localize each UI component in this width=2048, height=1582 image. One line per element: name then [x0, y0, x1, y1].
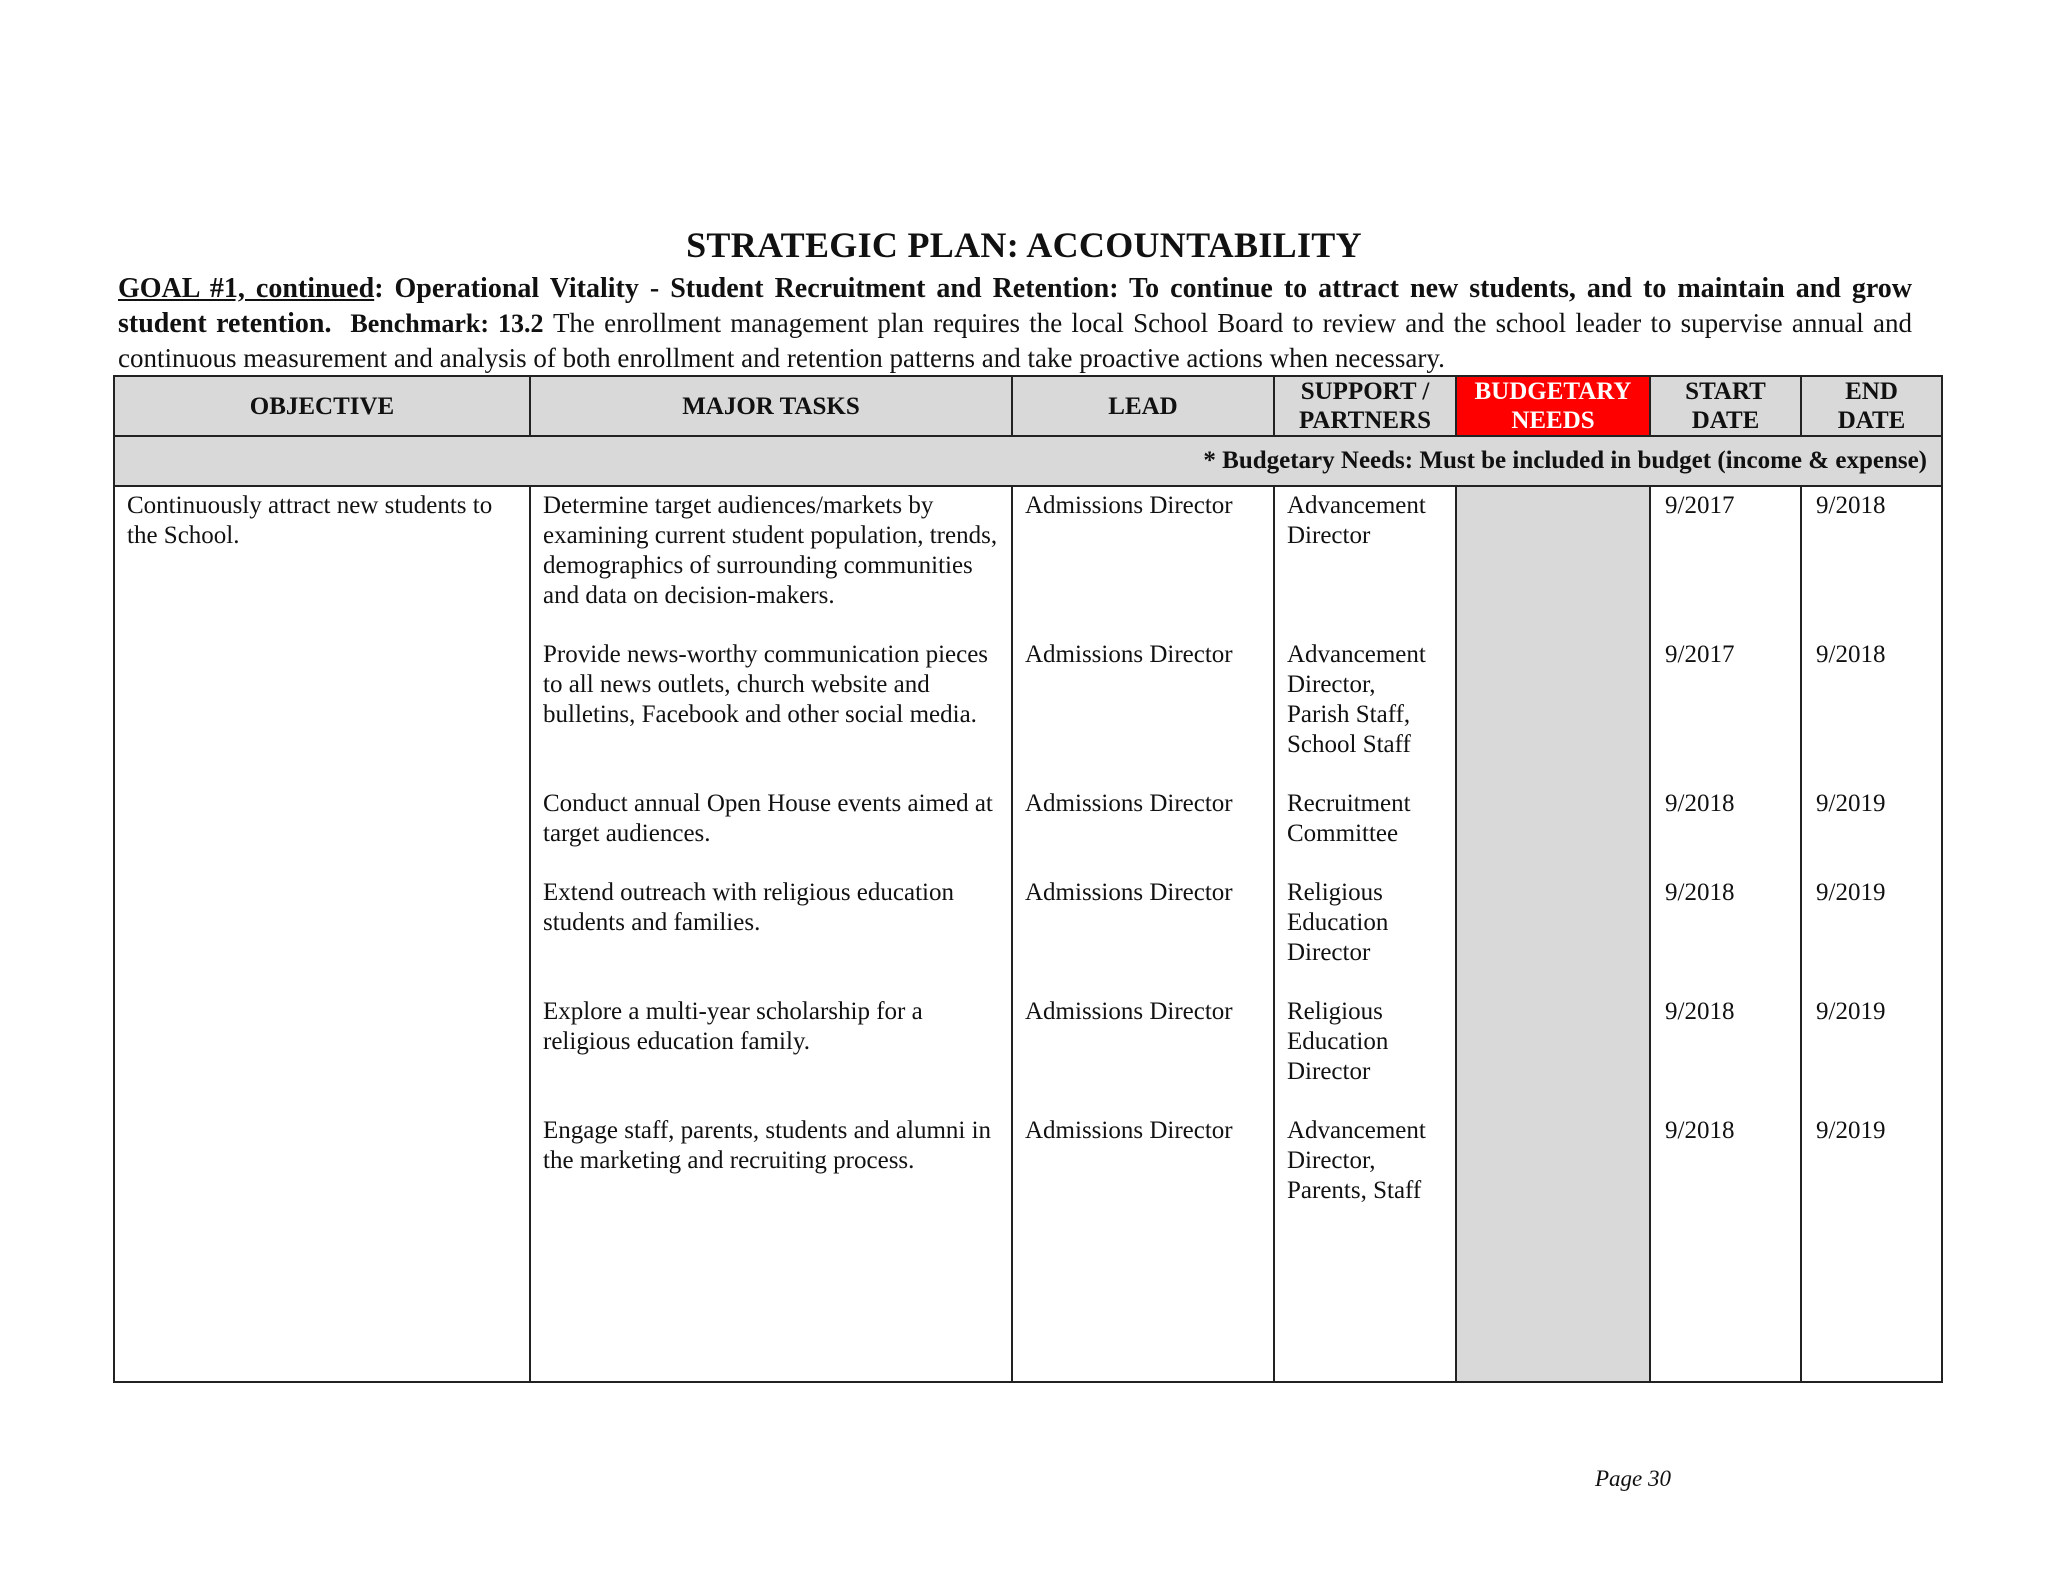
header-support-line2: PARTNERS [1298, 407, 1431, 434]
end-date: 9/2019 [1816, 879, 1886, 906]
start-date: 9/2017 [1665, 492, 1735, 519]
header-support-partners [1274, 376, 1456, 436]
header-support-line1: SUPPORT / [1300, 378, 1430, 405]
support-text: Religious Education Director [1287, 998, 1389, 1085]
end-date: 9/2018 [1816, 641, 1886, 668]
table-row [114, 486, 1942, 1382]
header-start-date [1650, 376, 1801, 436]
header-end-line1: END [1845, 378, 1898, 405]
page-title: STRATEGIC PLAN: ACCOUNTABILITY [686, 225, 1362, 265]
goal-label: GOAL #1, continued [118, 273, 375, 304]
lead-text: Admissions Director [1025, 641, 1233, 668]
end-date: 9/2019 [1816, 790, 1886, 817]
strategic-plan-table [113, 375, 1943, 1383]
budget-note-row [114, 436, 1942, 486]
task-text: Determine target audiences/markets by examining current student population, trends, demographics of surrounding communities and data on decision-makers. [543, 492, 998, 609]
task-text: Conduct annual Open House events aimed at target audiences. [543, 790, 993, 847]
support-text: Recruitment Committee [1287, 790, 1411, 847]
header-budgetary-needs [1456, 376, 1650, 436]
page-number: Page 30 [1595, 1466, 1672, 1491]
task-text: Extend outreach with religious education students and families. [543, 879, 954, 936]
support-text: Advancement Director [1287, 492, 1426, 549]
header-start-line2: DATE [1691, 407, 1760, 434]
task-text: Provide news-worthy communication pieces to all news outlets, church website and bulletins, Facebook and other social media. [543, 641, 989, 728]
start-date-column [1650, 486, 1801, 1382]
end-date: 9/2018 [1816, 492, 1886, 519]
tasks-column [530, 486, 1012, 1382]
lead-text: Admissions Director [1025, 998, 1233, 1025]
objective-text: Continuously attract new students to the School. [127, 492, 493, 549]
objective-cell [114, 486, 530, 1382]
goal-statement [118, 272, 1912, 376]
budget-note: * Budgetary Needs: Must be included in budget (income & expense) [114, 436, 1942, 486]
lead-text: Admissions Director [1025, 879, 1233, 906]
support-text: Advancement Director, Parish Staff, School Staff [1287, 641, 1426, 758]
support-text: Advancement Director, Parents, Staff [1287, 1117, 1426, 1204]
end-date-column [1801, 486, 1942, 1382]
start-date: 9/2018 [1665, 790, 1735, 817]
benchmark-text: The enrollment management plan requires the local School Board to review and the school leader to supervise annual and continuous measurement and analysis of both enrollment and retention patterns and take proactive actions when necessary. [118, 308, 1912, 373]
header-start-line1: START [1685, 378, 1766, 405]
header-end-line2: DATE [1837, 407, 1906, 434]
support-column [1274, 486, 1456, 1382]
start-date: 9/2018 [1665, 1117, 1735, 1144]
start-date: 9/2017 [1665, 641, 1735, 668]
task-text: Explore a multi-year scholarship for a religious education family. [543, 998, 923, 1055]
lead-text: Admissions Director [1025, 492, 1233, 519]
benchmark-label: Benchmark: 13.2 [350, 309, 544, 338]
header-lead: LEAD [1012, 376, 1274, 436]
lead-column [1012, 486, 1274, 1382]
start-date: 9/2018 [1665, 879, 1735, 906]
budgetary-needs-column [1456, 486, 1650, 1382]
lead-text: Admissions Director [1025, 1117, 1233, 1144]
end-date: 9/2019 [1816, 998, 1886, 1025]
end-date: 9/2019 [1816, 1117, 1886, 1144]
task-text: Engage staff, parents, students and alumni in the marketing and recruiting process. [543, 1117, 992, 1174]
support-text: Religious Education Director [1287, 879, 1389, 966]
header-major-tasks: MAJOR TASKS [530, 376, 1012, 436]
lead-text: Admissions Director [1025, 790, 1233, 817]
header-budget-line2: NEEDS [1511, 407, 1595, 434]
goal-heading: : Operational Vitality - Student Recruitment and Retention: To continue to attract new students, and to maintain and grow student retention. [118, 273, 1912, 339]
header-end-date [1801, 376, 1942, 436]
table-header-row [114, 376, 1942, 436]
header-budget-line1: BUDGETARY [1474, 378, 1632, 405]
start-date: 9/2018 [1665, 998, 1735, 1025]
header-objective: OBJECTIVE [114, 376, 530, 436]
